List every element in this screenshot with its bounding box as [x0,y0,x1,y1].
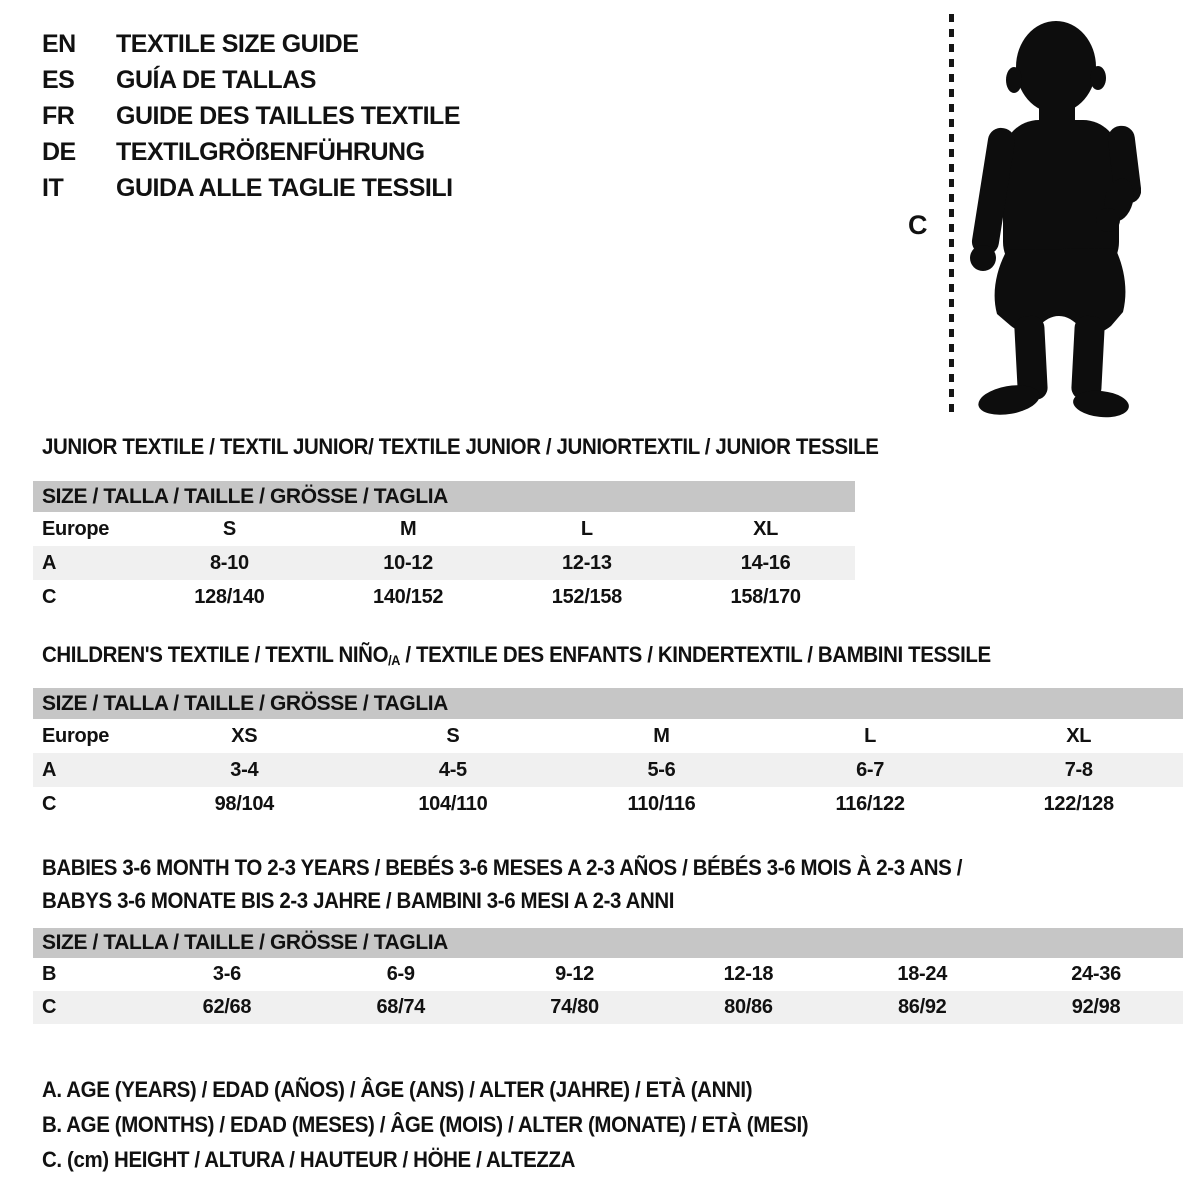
row-label: A [42,758,57,781]
height-value: 86/92 [897,996,947,1018]
region-label: Europe [42,517,110,540]
table-row-height [33,991,1183,1024]
size-header-bar: SIZE / TALLA / TAILLE / GRÖSSE / TAGLIA [33,928,1183,958]
height-value: 140/152 [373,585,444,608]
language-label: GUIDA ALLE TAGLIE TESSILI [116,174,453,202]
language-list [42,26,460,206]
size-column-header: L [580,517,593,540]
size-column-header: L [864,724,877,747]
junior-section-title: JUNIOR TEXTILE / TEXTIL JUNIOR/ TEXTILE JUNIOR / JUNIORTEXTIL / JUNIOR TESSILE [42,434,879,459]
language-code: DE [42,138,76,166]
height-value: 122/128 [1043,792,1114,815]
language-code: EN [42,30,76,58]
size-column-header: S [446,724,460,747]
language-label: TEXTILE SIZE GUIDE [116,30,359,58]
junior-size-table [33,481,855,614]
age-value: 12-13 [562,551,612,574]
height-value: 104/110 [418,792,488,815]
height-value: 92/98 [1071,996,1121,1018]
height-measure-label: C [908,210,928,240]
language-label: GUIDE DES TAILLES TEXTILE [116,102,461,130]
babies-section-title-line2: BABYS 3-6 MONATE BIS 2-3 JAHRE / BAMBINI 3-6 MESI A 2-3 ANNI [42,888,675,913]
children-title-part: CHILDREN'S TEXTILE / TEXTIL NIÑO [42,642,389,667]
months-value: 12-18 [723,963,774,985]
children-title-subscript: /A [388,653,401,668]
row-label: C [42,996,57,1018]
row-label: C [42,792,57,815]
height-value: 80/86 [724,996,773,1018]
height-value: 158/170 [730,585,801,608]
months-value: 6-9 [386,963,415,985]
height-measure-dashed-line [949,14,954,418]
children-section-title [42,642,991,668]
table-row-height [33,787,1183,821]
toddler-silhouette [961,20,1141,420]
size-header-bar: SIZE / TALLA / TAILLE / GRÖSSE / TAGLIA [33,481,855,512]
language-code: FR [42,102,75,130]
size-column-header: M [399,517,417,540]
children-title-part: / TEXTILE DES ENFANTS / KINDERTEXTIL / BAMBINI TESSILE [400,642,991,667]
age-value: 7-8 [1064,758,1093,781]
age-value: 4-5 [438,758,467,781]
language-row-it [42,170,460,206]
months-value: 3-6 [212,963,241,985]
row-label: A [42,551,57,574]
measure-legend [42,1072,866,1177]
age-value: 5-6 [647,758,676,781]
table-row-region [33,512,855,546]
months-value: 9-12 [555,963,594,985]
language-label: GUÍA DE TALLAS [116,66,316,94]
table-row-months [33,958,1183,991]
age-value: 14-16 [740,551,791,574]
age-value: 6-7 [856,758,885,781]
language-label: TEXTILGRÖßENFÜHRUNG [116,138,425,166]
row-label: B [42,963,57,985]
row-label: C [42,585,57,608]
table-row-region [33,719,1183,753]
size-header-bar: SIZE / TALLA / TAILLE / GRÖSSE / TAGLIA [33,688,1183,719]
age-value: 3-4 [230,758,259,781]
height-value: 68/74 [376,996,426,1018]
size-column-header: M [653,724,670,747]
language-row-de [42,134,460,170]
table-row-height [33,580,855,614]
height-value: 74/80 [550,996,599,1018]
height-value: 128/140 [194,585,265,608]
height-value: 152/158 [551,585,622,608]
language-row-es [42,62,460,98]
legend-line-c: C. (cm) HEIGHT / ALTURA / HAUTEUR / HÖHE / ALTEZZA [42,1147,576,1172]
height-value: 62/68 [202,996,252,1018]
height-value: 98/104 [214,792,274,815]
legend-line-b: B. AGE (MONTHS) / EDAD (MESES) / ÂGE (MOIS) / ALTER (MONATE) / ETÀ (MESI) [42,1112,809,1137]
age-value: 8-10 [209,551,249,574]
language-row-en [42,26,460,62]
size-column-header: XL [1066,724,1092,747]
table-row-age [33,546,855,580]
size-column-header: XS [231,724,258,747]
babies-section-title-line1: BABIES 3-6 MONTH TO 2-3 YEARS / BEBÉS 3-6 MESES A 2-3 AÑOS / BÉBÉS 3-6 MOIS À 2-3 ANS / [42,855,963,880]
height-value: 116/122 [835,792,905,815]
children-size-table [33,688,1183,821]
age-value: 10-12 [383,551,433,574]
height-value: 110/116 [627,792,696,815]
language-code: IT [42,174,64,202]
size-column-header: XL [753,517,779,540]
table-row-age [33,753,1183,787]
babies-size-table [33,928,1183,1024]
language-code: ES [42,66,75,94]
region-label: Europe [42,724,110,747]
legend-line-a: A. AGE (YEARS) / EDAD (AÑOS) / ÂGE (ANS) / ALTER (JAHRE) / ETÀ (ANNI) [42,1077,753,1102]
language-row-fr [42,98,460,134]
months-value: 24-36 [1071,963,1121,985]
size-column-header: S [222,517,236,540]
months-value: 18-24 [897,963,948,985]
